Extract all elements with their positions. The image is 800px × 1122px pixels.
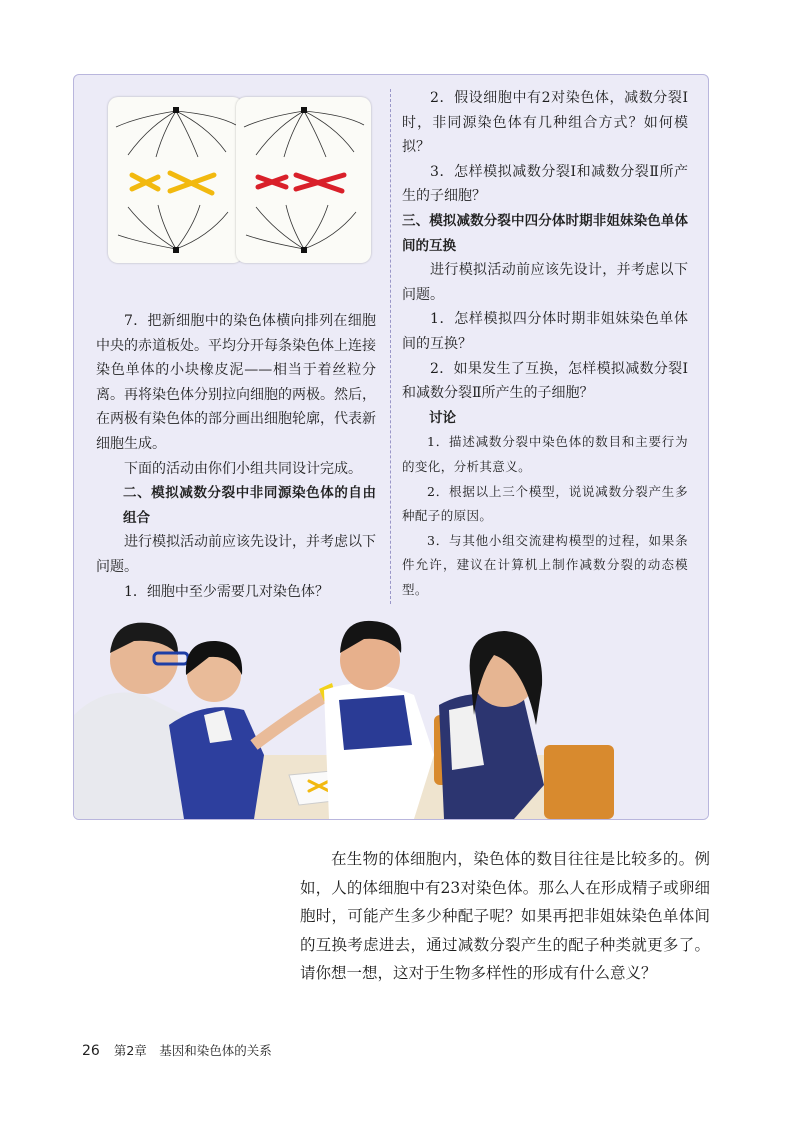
chapter-title: 第2章 基因和染色体的关系 [113, 1043, 272, 1058]
section-2-question-1: 1．细胞中至少需要几对染色体？ [124, 583, 329, 600]
page-footer [82, 1041, 272, 1059]
section-3-intro: 进行模拟活动前应该先设计，并考虑以下问题。 [402, 262, 688, 303]
discussion-item-3: 3．与其他小组交流建构模型的过程，如果条件允许，建议在计算机上制作减数分裂的动态模型。 [402, 532, 688, 597]
section-2-question-2: 2．假设细胞中有2对染色体，减数分裂Ⅰ时，非同源染色体有几种组合方式？如何模拟？ [402, 90, 688, 156]
column-divider [390, 89, 391, 609]
page-number: 26 [82, 1043, 100, 1059]
section-3-question-1: 1．怎样模拟四分体时期非姐妹染色单体间的互换？ [402, 311, 688, 352]
section-3-question-2: 2．如果发生了互换，怎样模拟减数分裂Ⅰ和减数分裂Ⅱ所产生的子细胞？ [402, 360, 688, 402]
discussion-heading: 讨论 [429, 409, 456, 426]
section-2-intro: 进行模拟活动前应该先设计，并考虑以下问题。 [96, 534, 376, 575]
section-2-question-3: 3．怎样模拟减数分裂Ⅰ和减数分裂Ⅱ所产生的子细胞？ [402, 163, 688, 205]
yellow-chromosome-photo [108, 97, 243, 263]
discussion-item-2: 2．根据以上三个模型，说说减数分裂产生多种配子的原因。 [402, 483, 688, 524]
discussion-item-1: 1．描述减数分裂中染色体的数目和主要行为的变化，分析其意义。 [402, 434, 688, 474]
step-7-text: 7．把新细胞中的染色体横向排列在细胞中央的赤道板处。平均分开每条染色体上连接染色单体的小块橡皮泥——相当于着丝粒分离。再将染色体分别拉向细胞的两极。然后，在两极有染色体的部分画出细胞轮廓，代表新细胞生成。 [96, 313, 376, 452]
right-column [402, 86, 688, 602]
body-paragraph-block [300, 845, 710, 988]
students-photo [74, 605, 708, 819]
left-column [96, 309, 376, 604]
group-design-note: 下面的活动由你们小组共同设计完成。 [124, 460, 362, 477]
body-paragraph: 在生物的体细胞内，染色体的数目往往是比较多的。例如，人的体细胞中有23对染色体。那么人在形成精子或卵细胞时，可能产生多少种配子呢？如果再把非姐妹染色单体间的互换考虑进去，通过减数分裂产生的配子种类就更多了。请你想一想，这对于生物多样性的形成有什么意义？ [300, 850, 710, 983]
section-2-heading: 二、模拟减数分裂中非同源染色体的自由组合 [123, 485, 376, 526]
section-3-heading: 三、模拟减数分裂中四分体时期非姐妹染色单体间的互换 [402, 212, 688, 254]
red-chromosome-photo [236, 97, 371, 263]
activity-box [73, 74, 709, 820]
